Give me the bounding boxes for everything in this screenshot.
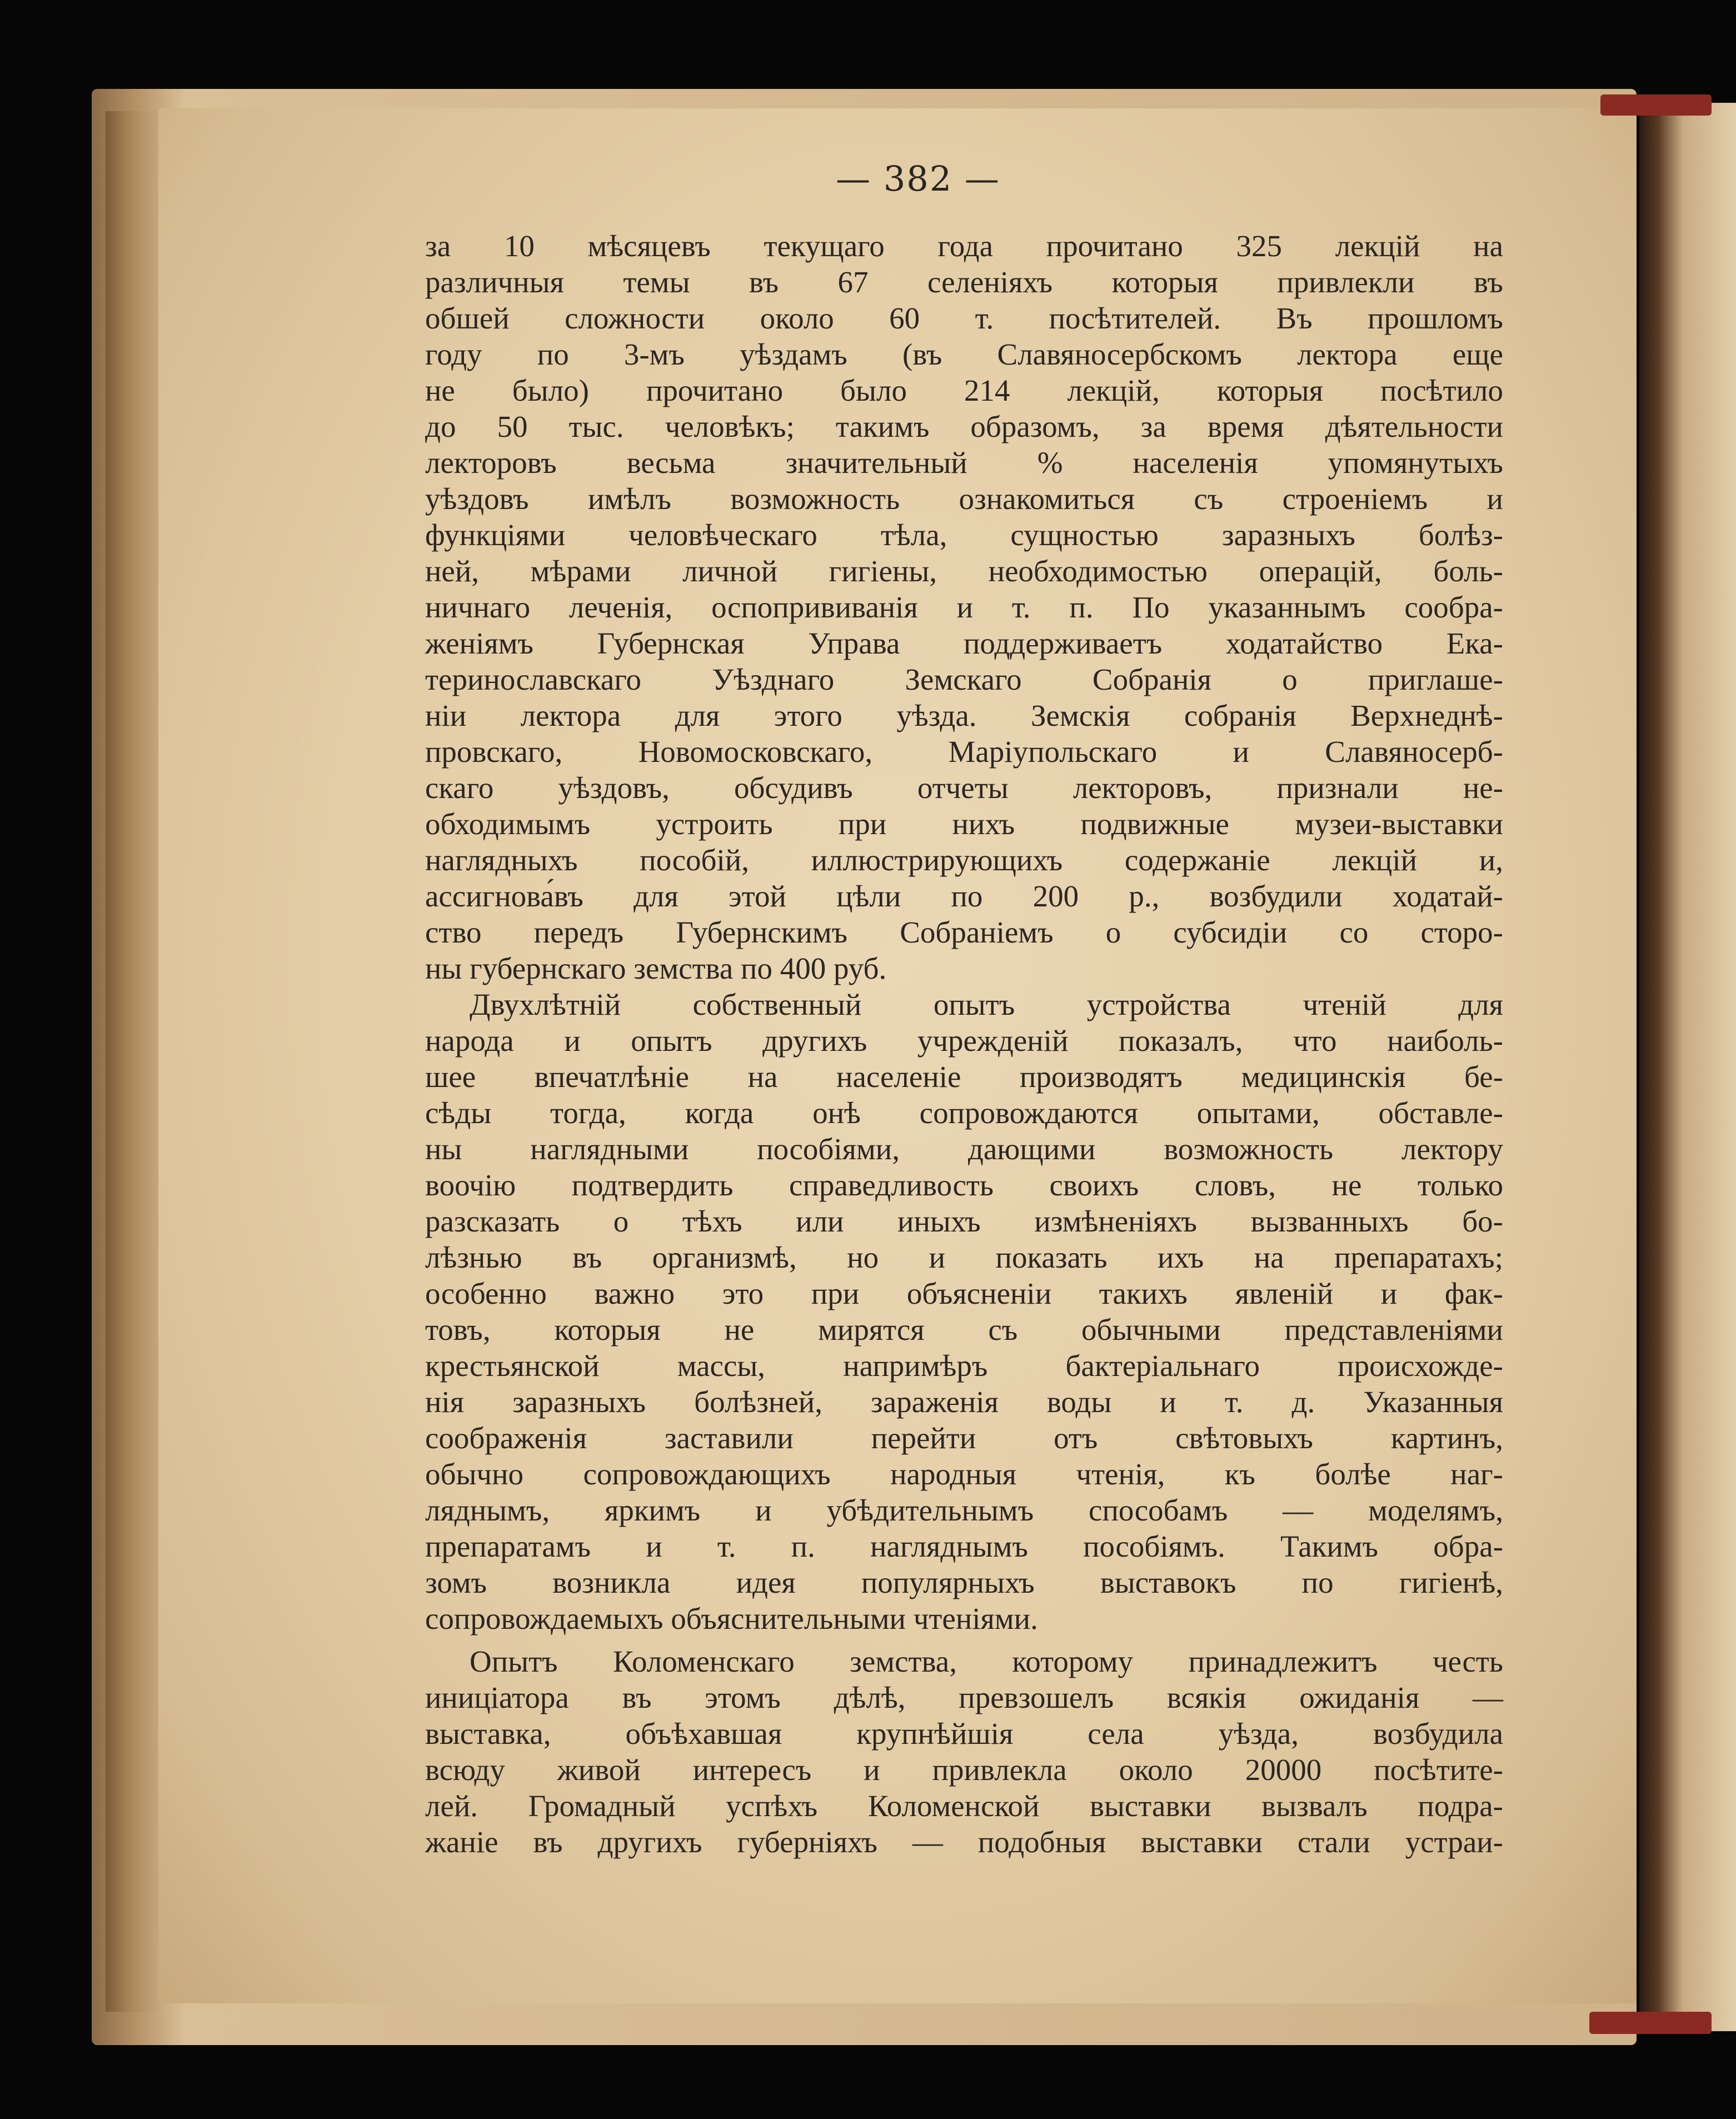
- text-line: не было) прочитано было 214 лекцій, которыя посѣтило: [425, 373, 1503, 407]
- facing-page-edge: [1639, 103, 1736, 2031]
- text-line: лекторовъ весьма значительный % населенія упомянутыхъ: [425, 446, 1503, 480]
- text-line: шее впечатлѣніе на населеніе производятъ медицинскія бе-: [425, 1060, 1503, 1094]
- text-line: ней, мѣрами личной гигіены, необходимостью операцій, боль-: [425, 554, 1503, 588]
- text-line: сопровождаемыхъ объяснительными чтеніями.: [425, 1602, 1038, 1636]
- text-line: Опытъ Коломенскаго земства, которому принадлежитъ честь: [470, 1644, 1503, 1678]
- text-line: уѣздовъ имѣлъ возможность ознакомиться съ строеніемъ и: [425, 482, 1503, 516]
- text-line: обходимымъ устроить при нихъ подвижные музеи-выставки: [425, 807, 1503, 841]
- text-line: лей. Громадный успѣхъ Коломенской выставки вызвалъ подра-: [425, 1789, 1503, 1823]
- text-line: воочію подтвердить справедливость своихъ словъ, не только: [425, 1168, 1503, 1202]
- text-line: до 50 тыс. человѣкъ; такимъ образомъ, за время дѣятельности: [425, 410, 1503, 443]
- text-line: препаратамъ и т. п. нагляднымъ пособіямъ. Такимъ обра-: [425, 1529, 1503, 1563]
- text-line: ны наглядными пособіями, дающими возможность лектору: [425, 1132, 1503, 1166]
- text-line: сѣды тогда, когда онѣ сопровождаются опытами, обставле-: [425, 1096, 1503, 1130]
- text-line: году по 3-мъ уѣздамъ (въ Славяносербскомъ лектора еще: [425, 337, 1503, 371]
- text-line: скаго уѣздовъ, обсудивъ отчеты лекторовъ, признали не-: [425, 771, 1503, 805]
- text-line: иниціатора въ этомъ дѣлѣ, превзошелъ всякія ожиданія —: [425, 1681, 1503, 1714]
- text-line: ніи лектора для этого уѣзда. Земскія собранія Верхнеднѣ-: [425, 699, 1503, 732]
- text-line: теринославскаго Уѣзднаго Земскаго Собранія о приглаше-: [425, 662, 1503, 696]
- text-line: за 10 мѣсяцевъ текущаго года прочитано 325 лекцій на: [425, 229, 1503, 263]
- text-line: всюду живой интересъ и привлекла около 20000 посѣтите-: [425, 1753, 1503, 1787]
- text-line: выставка, объѣхавшая крупнѣйшія села уѣзда, возбудила: [425, 1717, 1503, 1751]
- paragraph-1: [425, 228, 1503, 986]
- text-line: ство передъ Губернскимъ Собраніемъ о субсидіи со сторо-: [425, 915, 1503, 949]
- text-line: наглядныхъ пособій, иллюстрирующихъ содержаніе лекцій и,: [425, 843, 1503, 877]
- text-line: народа и опытъ другихъ учрежденій показалъ, что наиболь-: [425, 1024, 1503, 1058]
- text-line: товъ, которыя не мирятся съ обычными представленіями: [425, 1313, 1503, 1347]
- paragraph-3: [425, 1643, 1503, 1860]
- text-line: особенно важно это при объясненіи такихъ явленій и фак-: [425, 1277, 1503, 1310]
- text-line: ничнаго леченія, оспопрививанія и т. п. По указаннымъ сообра-: [425, 590, 1503, 624]
- paragraph-2: [425, 986, 1503, 1637]
- text-line: различныя темы въ 67 селеніяхъ которыя привлекли въ: [425, 265, 1503, 299]
- page-body: [425, 228, 1503, 1860]
- text-line: нія заразныхъ болѣзней, зараженія воды и т. д. Указанныя: [425, 1385, 1503, 1419]
- page-number: — 382 —: [836, 158, 1000, 199]
- text-line: провскаго, Новомосковскаго, Маріупольскаго и Славяносерб-: [425, 735, 1503, 769]
- text-line: обшей сложности около 60 т. посѣтителей. Въ прошломъ: [425, 301, 1503, 335]
- text-line: ны губернскаго земства по 400 руб.: [425, 951, 887, 985]
- text-line: зомъ возникла идея популярныхъ выставокъ по гигіенѣ,: [425, 1565, 1503, 1599]
- text-line: жаніе въ другихъ губерніяхъ — подобныя выставки стали устраи-: [425, 1825, 1503, 1859]
- page-gutter-shadow: [106, 111, 167, 2012]
- text-line: женіямъ Губернская Управа поддерживаетъ ходатайство Ека-: [425, 626, 1503, 660]
- text-line: функціями человѣческаго тѣла, сущностью заразныхъ болѣз-: [425, 518, 1503, 552]
- red-page-edge-bottom: [1589, 2012, 1712, 2034]
- text-line: ассигнова́въ для этой цѣли по 200 р., возбудили ходатай-: [425, 879, 1503, 913]
- text-line: лѣзнью въ организмѣ, но и показать ихъ на препаратахъ;: [425, 1240, 1503, 1274]
- text-line: обычно сопровождающихъ народныя чтенія, къ болѣе наг-: [425, 1457, 1503, 1491]
- text-line: крестьянской массы, напримѣръ бактеріальнаго происхожде-: [425, 1349, 1503, 1383]
- text-line: ляднымъ, яркимъ и убѣдительнымъ способамъ — моделямъ,: [425, 1493, 1503, 1527]
- text-line: разсказать о тѣхъ или иныхъ измѣненіяхъ вызванныхъ бо-: [425, 1204, 1503, 1238]
- red-page-edge-top: [1600, 94, 1712, 116]
- text-line: Двухлѣтній собственный опытъ устройства чтеній для: [470, 988, 1503, 1021]
- text-line: соображенія заставили перейти отъ свѣтовыхъ картинъ,: [425, 1421, 1503, 1455]
